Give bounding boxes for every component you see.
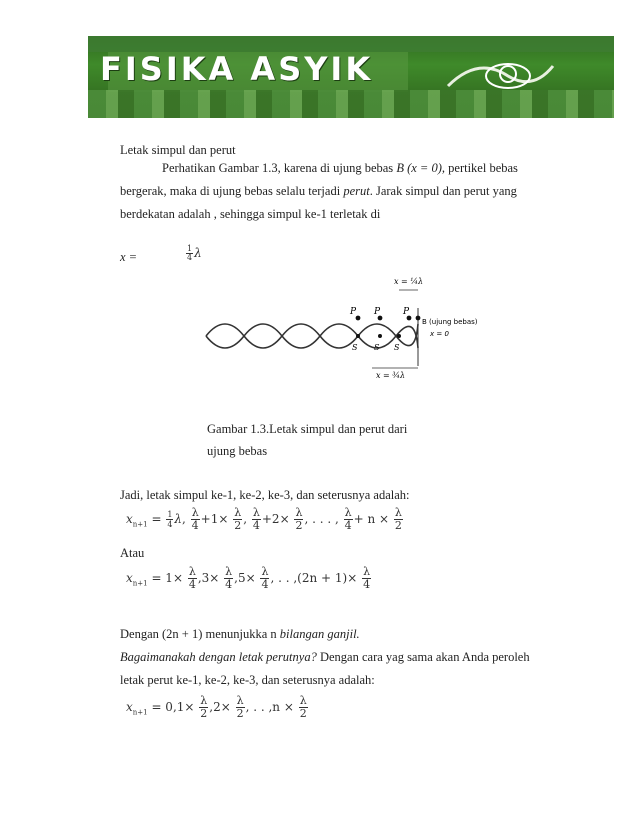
- figure-caption-line1: Gambar 1.3.Letak simpul dan perut dari: [207, 422, 408, 436]
- node-s3: [397, 334, 401, 338]
- eq1-dots: , . . . ,: [304, 512, 339, 526]
- eq3-d2c: 2: [299, 707, 307, 720]
- eq1-d2b: 2: [295, 519, 303, 532]
- eq1-plusn: + n ×: [353, 512, 390, 526]
- eq1-sub: n+1: [132, 520, 148, 529]
- eq1-lam0: λ: [174, 512, 183, 526]
- standing-wave-figure: [204, 274, 480, 386]
- eq2-eq: = 1×: [151, 571, 183, 585]
- eq2-lam3: λ: [261, 565, 269, 578]
- eq1-lam3: λ: [252, 506, 260, 519]
- eq1-d4b: 4: [252, 519, 260, 532]
- eq2-d4b: 4: [225, 578, 233, 591]
- end-b: [416, 316, 421, 321]
- para3-line3: letak perut ke-1, ke-2, ke-3, dan seterusnya adalah:: [120, 673, 375, 687]
- eq1-lam6: λ: [394, 506, 402, 519]
- para1-line3: berdekatan adalah , sehingga simpul ke-1 terletak di: [120, 207, 381, 221]
- eq2-sub: n+1: [132, 579, 148, 588]
- eq3-x: x: [126, 700, 133, 714]
- eq2-d4c: 4: [261, 578, 269, 591]
- eq3-lam3: λ: [299, 694, 307, 707]
- eq2-dots: , . . ,(2n + 1)×: [270, 571, 358, 585]
- para3-line1-text: Dengan (2n + 1) menunjukka n: [120, 627, 277, 641]
- para1-line1-math: B (x = 0),: [396, 161, 446, 175]
- label-bottom: x = ¾λ: [376, 371, 406, 380]
- frac-num: 1: [187, 244, 193, 253]
- label-x0: x = 0: [430, 330, 449, 338]
- figure-caption-line2: ujung bebas: [207, 444, 268, 458]
- x-equals-value: [185, 245, 202, 262]
- eq1-sep2: ,: [243, 512, 248, 526]
- eq2-d4d: 4: [363, 578, 371, 591]
- eq1-d2a: 2: [234, 519, 242, 532]
- banner-title: FISIKA ASYIK: [100, 50, 374, 88]
- eq3-lam1: λ: [200, 694, 208, 707]
- para1-line1-end: pertikel bebas: [448, 161, 518, 175]
- para3-line2: [120, 650, 530, 665]
- label-p2: P: [374, 307, 381, 317]
- eq3-d2b: 2: [236, 707, 244, 720]
- para2: Jadi, letak simpul ke-1, ke-2, ke-3, dan seterusnya adalah:: [120, 488, 410, 502]
- eq1-f1d: 4: [167, 520, 173, 529]
- eq3-d2a: 2: [200, 707, 208, 720]
- header-banner: [88, 36, 614, 118]
- para3-line1: [120, 627, 360, 642]
- eq2-c3: ,3×: [197, 571, 220, 585]
- para3-line2-end: Dengan cara yag sama akan Anda peroleh: [319, 650, 530, 664]
- para1-line2-text: bergerak, maka di ujung bebas selalu terjadi: [120, 184, 341, 198]
- para3-line1-italic: bilangan ganjil.: [279, 627, 360, 641]
- eq1-sep: ,: [182, 512, 186, 526]
- para1-line1: [162, 161, 518, 176]
- wave-curves: [206, 324, 418, 348]
- frac-den: 4: [187, 253, 193, 262]
- label-p1: P: [350, 307, 357, 317]
- para3-line2-italic: Bagaimanakah dengan letak perutnya?: [120, 650, 317, 664]
- para1-line1-text: Perhatikan Gambar 1.3, karena di ujung bebas: [162, 161, 394, 175]
- x-equals-label: x =: [120, 250, 138, 264]
- atau-label: Atau: [120, 546, 145, 560]
- node-s2: [378, 334, 382, 338]
- label-top: x = ¼λ: [394, 277, 424, 286]
- eq3-eq: = 0,1×: [151, 700, 195, 714]
- eq2-c5: ,5×: [234, 571, 256, 585]
- eq3-lam2: λ: [236, 694, 244, 707]
- eq3-sub: n+1: [132, 708, 148, 717]
- eq3-dots: , . . ,n ×: [245, 700, 294, 714]
- eq1-d4c: 4: [344, 519, 352, 532]
- eq1-plus2: +2×: [261, 512, 290, 526]
- para1-line2-end: . Jarak simpul dan perut yang: [369, 184, 517, 198]
- eq1-lam5: λ: [344, 506, 352, 519]
- equation-nodes: [126, 507, 404, 532]
- eq2-lam2: λ: [225, 565, 233, 578]
- lambda-symbol: λ: [194, 246, 202, 260]
- label-s1: S: [352, 343, 358, 352]
- antinode-p1: [356, 316, 361, 321]
- label-s3: S: [394, 343, 400, 352]
- label-p3: P: [403, 307, 410, 317]
- eq2-d4a: 4: [188, 578, 196, 591]
- eq1-lam1: λ: [191, 506, 199, 519]
- label-s2: S: [374, 343, 380, 352]
- eq2-lam1: λ: [188, 565, 196, 578]
- section-heading: Letak simpul dan perut: [120, 143, 236, 157]
- planet-logo-icon: [438, 46, 558, 106]
- para1-line2: [120, 184, 517, 199]
- eq1-eq: =: [151, 512, 162, 526]
- eq1-x: x: [126, 512, 133, 526]
- node-s1: [356, 334, 360, 338]
- eq2-lam4: λ: [363, 565, 371, 578]
- equation-antinodes: [126, 695, 309, 720]
- eq1-f1n: 1: [167, 510, 173, 519]
- eq1-d4a: 4: [191, 519, 199, 532]
- eq1-lam4: λ: [295, 506, 303, 519]
- eq1-plus1: +1×: [200, 512, 229, 526]
- para1-line2-italic: perut: [343, 184, 370, 198]
- eq1-lam2: λ: [234, 506, 242, 519]
- eq3-c2: ,2×: [209, 700, 231, 714]
- label-b: B (ujung bebas): [422, 318, 478, 326]
- eq2-x: x: [126, 571, 133, 585]
- equation-nodes-alt: [126, 566, 372, 591]
- eq1-d2c: 2: [394, 519, 402, 532]
